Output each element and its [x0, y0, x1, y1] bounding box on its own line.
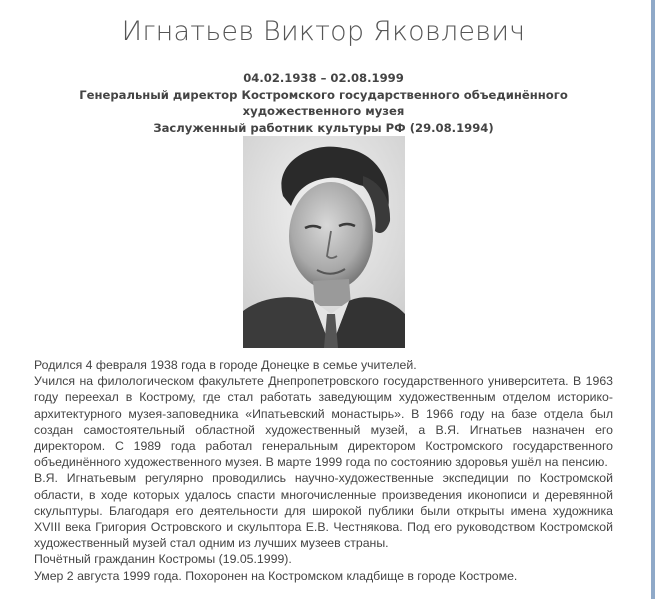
right-border	[651, 0, 655, 599]
header-block	[30, 70, 617, 136]
bio-paragraph-birth: Родился 4 февраля 1938 года в городе Донецке в семье учителей.	[34, 358, 417, 372]
portrait-photo-icon	[243, 136, 405, 348]
life-dates: 04.02.1938 – 02.08.1999	[243, 71, 404, 85]
bio-paragraph-expeditions: В.Я. Игнатьевым регулярно проводились научно-художественные экспедиции по Костромской области, в ходе которых удалось спасти многочисленные произведения иконописи и деревянной скульптуры. Благодаря его деятельности для широкой публики были открыты имена художника XVIII века Григория Островского и скульптора Е.В. Честнякова. Под его руководством Костромской художественный музей стал одним из лучших музеев страны.	[34, 471, 613, 551]
bio-paragraph-death: Умер 2 августа 1999 года. Похоронен на Костромском кладбище в городе Костроме.	[34, 568, 518, 583]
honor-title: Заслуженный работник культуры РФ (29.08.1994)	[153, 120, 494, 135]
biography	[34, 357, 613, 584]
bio-paragraph-career: Учился на филологическом факультете Днепропетровского государственного университета. В 1963 году переехал в Кострому, где стал работать заведующим художественным отделом историко-архитектурного музея-заповедника «Ипатьевский монастырь». В 1966 году на базе отдела был создан самостоятельный областной художественный музей, а В.Я. Игнатьев назначен его директором. С 1989 года работал генеральным директором Костромского государственного объединённого художественного музея. В марте 1999 года по состоянию здоровья ушёл на пенсию.	[34, 374, 613, 470]
page-title: Игнатьев Виктор Яковлевич	[121, 16, 526, 47]
portrait-photo	[243, 136, 405, 348]
bio-paragraph-honorary-citizen: Почётный гражданин Костромы (19.05.1999).	[34, 552, 292, 567]
position-title: Генеральный директор Костромского государственного объединённого художественного музея	[79, 87, 568, 118]
